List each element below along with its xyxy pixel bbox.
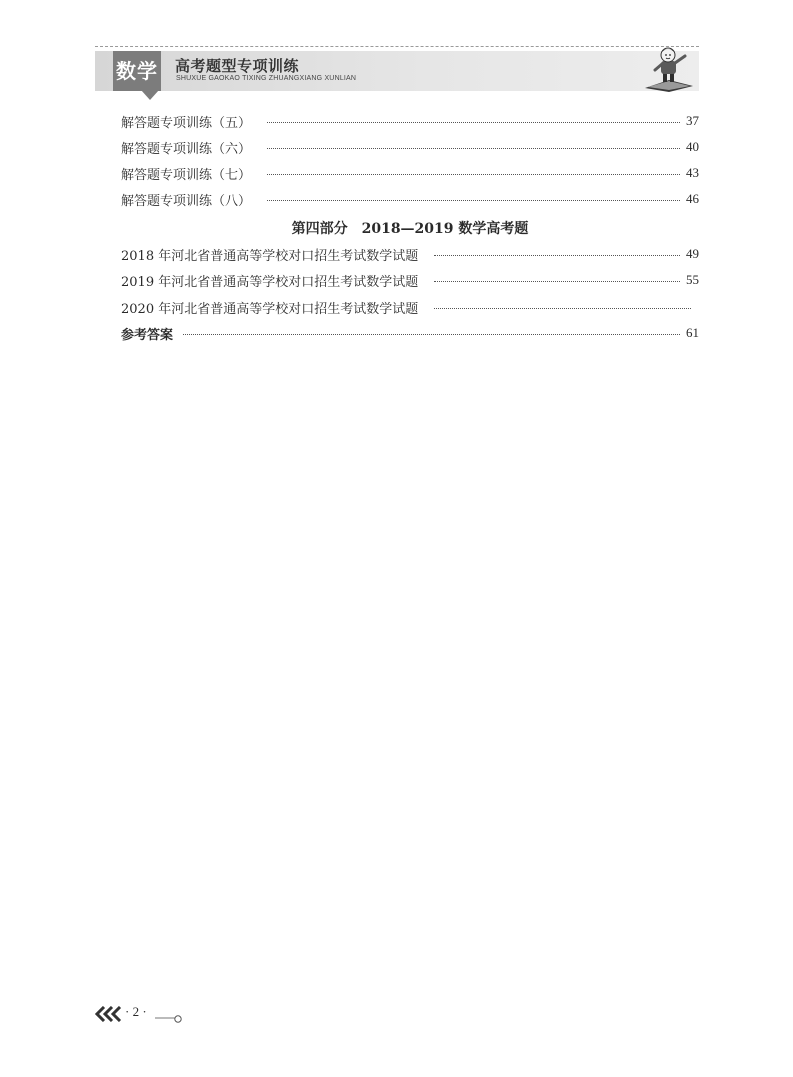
toc-entry-page: 46: [686, 191, 699, 206]
toc-leader-dots: [434, 255, 680, 256]
toc-entry[interactable]: [121, 297, 699, 317]
toc-entry-page: 55: [686, 272, 699, 287]
toc-entry-label: 解答题专项训练（六）: [121, 141, 252, 157]
toc-leader-dots: [267, 122, 680, 123]
toc-leader-dots: [183, 334, 680, 335]
page-number: · 2 ·: [125, 1004, 147, 1019]
toc-entry-page: 43: [686, 165, 699, 180]
subject-tab-pointer: [141, 90, 159, 100]
footer-swoosh-icon: [153, 1008, 183, 1024]
toc-entry-label: 2018 年河北省普通高等学校对口招生考试数学试题: [121, 248, 419, 264]
toc-entry[interactable]: [121, 111, 699, 131]
student-mascot-icon: [639, 46, 695, 92]
toc-leader-dots: [267, 148, 680, 149]
toc-entry-label: 参考答案: [121, 327, 174, 343]
toc-entry-label: 解答题专项训练（八）: [121, 193, 252, 209]
toc-entry-page: 40: [686, 139, 699, 154]
toc-entry[interactable]: [121, 163, 699, 183]
toc-entry-label: 2019 年河北省普通高等学校对口招生考试数学试题: [121, 274, 419, 290]
header-dashed-rule: [95, 46, 699, 47]
toc-leader-dots: [267, 174, 680, 175]
series-title: 高考题型专项训练: [175, 57, 300, 75]
page-header: [95, 46, 699, 92]
toc-entry-page: 49: [686, 246, 699, 261]
toc-leader-dots: [434, 308, 691, 309]
toc-entry-page: 37: [686, 113, 699, 128]
subject-tab: 数学: [113, 51, 161, 91]
triple-chevron-left-icon: [95, 1006, 123, 1022]
toc-entry-label: 解答题专项训练（五）: [121, 115, 252, 131]
toc-leader-dots: [267, 200, 680, 201]
toc-entry-label: 2020 年河北省普通高等学校对口招生考试数学试题: [121, 301, 419, 317]
toc-entry[interactable]: [121, 244, 699, 264]
toc-leader-dots: [434, 281, 680, 282]
page-footer: [95, 1004, 195, 1024]
series-pinyin: SHUXUE GAOKAO TIXING ZHUANGXIANG XUNLIAN: [176, 75, 357, 82]
section-heading: 第四部分 2018—2019 数学高考题: [291, 221, 529, 237]
toc-entry[interactable]: [121, 270, 699, 290]
toc-entry-page: 61: [686, 325, 699, 340]
toc-entry[interactable]: [121, 189, 699, 209]
toc-entry-label: 解答题专项训练（七）: [121, 167, 252, 183]
toc-entry[interactable]: [121, 137, 699, 157]
toc-entry-answers[interactable]: [121, 323, 699, 343]
